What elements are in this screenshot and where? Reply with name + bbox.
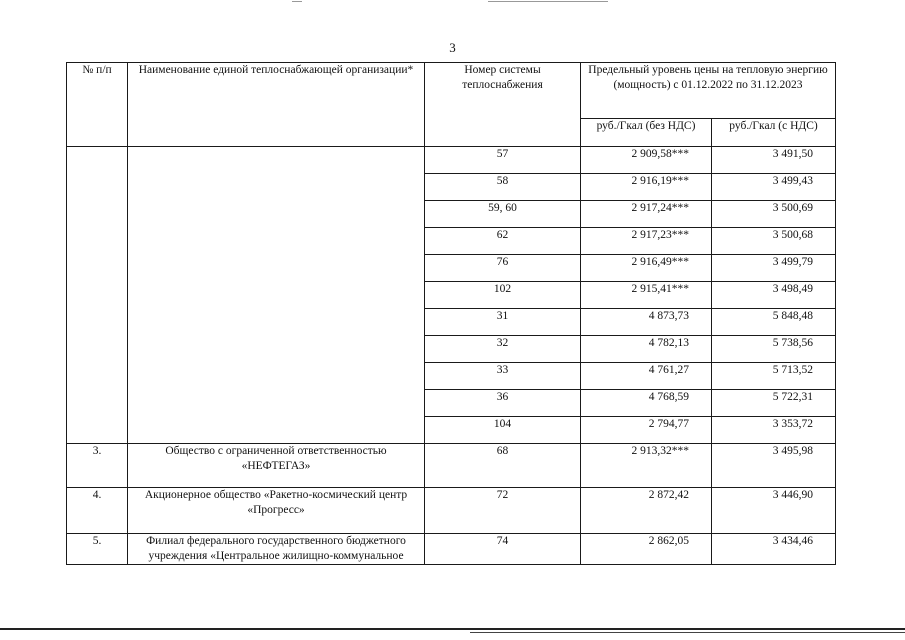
price-without-vat-cell: 2 909,58*** <box>581 147 712 174</box>
scan-mark <box>488 1 608 2</box>
price-without-vat-cell: 4 782,13 <box>581 336 712 363</box>
page-bottom-rule <box>470 632 905 633</box>
price-with-vat-cell: 3 434,46 <box>712 534 836 565</box>
price-without-vat-cell: 2 917,24*** <box>581 201 712 228</box>
scan-mark <box>292 1 302 2</box>
header-without-vat: руб./Гкал (без НДС) <box>581 119 712 147</box>
number-cell: 5. <box>67 534 128 565</box>
price-without-vat-cell: 4 761,27 <box>581 363 712 390</box>
page-bottom-rule <box>0 628 905 630</box>
page-number: 3 <box>449 40 456 55</box>
header-number: № п/п <box>67 63 128 147</box>
price-without-vat-cell: 2 915,41*** <box>581 282 712 309</box>
header-with-vat: руб./Гкал (с НДС) <box>712 119 836 147</box>
price-without-vat-cell: 4 873,73 <box>581 309 712 336</box>
system-cell: 74 <box>425 534 581 565</box>
system-cell: 33 <box>425 363 581 390</box>
number-cell: 3. <box>67 444 128 488</box>
price-with-vat-cell: 3 499,79 <box>712 255 836 282</box>
system-cell: 72 <box>425 488 581 534</box>
number-cell-empty <box>67 147 128 444</box>
system-cell: 104 <box>425 417 581 444</box>
system-cell: 36 <box>425 390 581 417</box>
price-with-vat-cell: 5 738,56 <box>712 336 836 363</box>
system-cell: 58 <box>425 174 581 201</box>
table-row <box>67 147 836 174</box>
system-cell: 32 <box>425 336 581 363</box>
price-without-vat-cell: 2 862,05 <box>581 534 712 565</box>
price-without-vat-cell: 2 916,19*** <box>581 174 712 201</box>
price-with-vat-cell: 3 491,50 <box>712 147 836 174</box>
organization-cell: Филиал федерального государственного бюджетного учреждения «Центральное жилищно-коммунальное <box>128 534 425 565</box>
system-cell: 59, 60 <box>425 201 581 228</box>
number-cell: 4. <box>67 488 128 534</box>
header-organization: Наименование единой теплоснабжающей организации* <box>128 63 425 147</box>
price-with-vat-cell: 3 495,98 <box>712 444 836 488</box>
organization-cell-empty <box>128 147 425 444</box>
header-price-group: Предельный уровень цены на тепловую энергию (мощность) с 01.12.2022 по 31.12.2023 <box>581 63 836 119</box>
system-cell: 68 <box>425 444 581 488</box>
price-with-vat-cell: 3 353,72 <box>712 417 836 444</box>
header-row <box>67 63 836 119</box>
system-cell: 76 <box>425 255 581 282</box>
price-with-vat-cell: 3 500,69 <box>712 201 836 228</box>
price-with-vat-cell: 3 499,43 <box>712 174 836 201</box>
price-without-vat-cell: 2 872,42 <box>581 488 712 534</box>
header-system: Номер системы теплоснабжения <box>425 63 581 147</box>
price-with-vat-cell: 5 848,48 <box>712 309 836 336</box>
system-cell: 57 <box>425 147 581 174</box>
price-without-vat-cell: 2 794,77 <box>581 417 712 444</box>
system-cell: 102 <box>425 282 581 309</box>
price-with-vat-cell: 5 713,52 <box>712 363 836 390</box>
organization-cell: Акционерное общество «Ракетно-космический центр «Прогресс» <box>128 488 425 534</box>
price-without-vat-cell: 2 917,23*** <box>581 228 712 255</box>
price-without-vat-cell: 2 913,32*** <box>581 444 712 488</box>
price-without-vat-cell: 2 916,49*** <box>581 255 712 282</box>
system-cell: 31 <box>425 309 581 336</box>
price-with-vat-cell: 5 722,31 <box>712 390 836 417</box>
price-with-vat-cell: 3 500,68 <box>712 228 836 255</box>
organization-cell: Общество с ограниченной ответственностью «НЕФТЕГАЗ» <box>128 444 425 488</box>
price-without-vat-cell: 4 768,59 <box>581 390 712 417</box>
price-with-vat-cell: 3 498,49 <box>712 282 836 309</box>
price-with-vat-cell: 3 446,90 <box>712 488 836 534</box>
system-cell: 62 <box>425 228 581 255</box>
table-row <box>67 488 836 534</box>
tariff-table <box>66 62 836 565</box>
table-row <box>67 444 836 488</box>
table-row <box>67 534 836 565</box>
